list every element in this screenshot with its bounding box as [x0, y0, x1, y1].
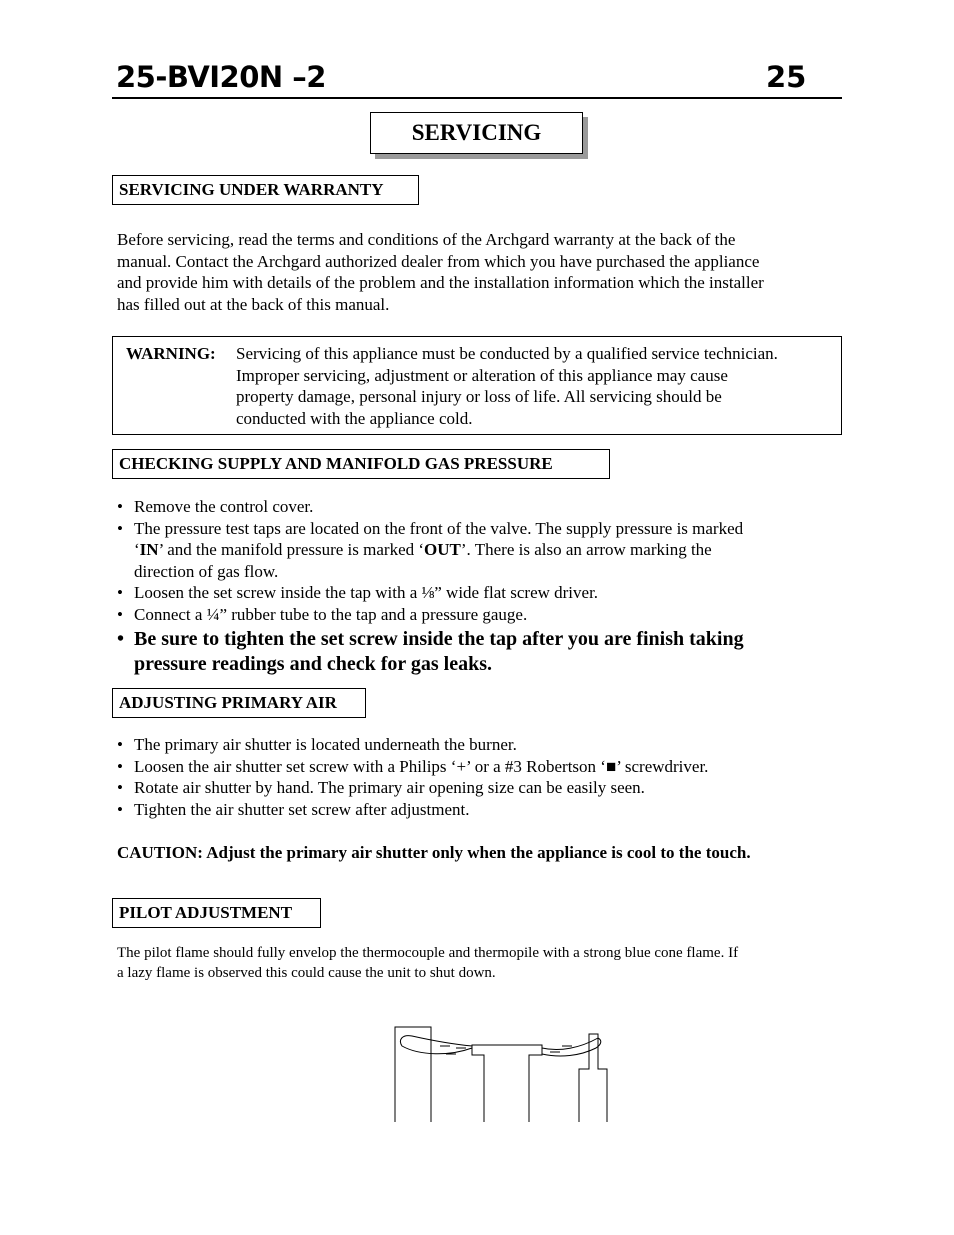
- list-item-text: direction of gas flow.: [134, 561, 279, 581]
- list-item: [117, 582, 839, 604]
- list-item-text: ‘: [134, 540, 140, 559]
- section-heading-primary-air: [112, 688, 366, 718]
- list-item: [117, 496, 839, 518]
- list-item-text: pressure readings and check for gas leaks.: [134, 653, 492, 675]
- bullet-icon: •: [117, 628, 125, 650]
- list-item-text: ’ and the manifold pressure is marked ‘: [158, 540, 425, 559]
- warning-line: Servicing of this appliance must be conducted by a qualified service technician.: [236, 344, 778, 363]
- section-heading-warranty: [112, 175, 419, 205]
- list-item-text: Connect a ¼” rubber tube to the tap and a pressure gauge.: [134, 604, 528, 624]
- pilot-flame-diagram: [390, 1022, 615, 1126]
- in-marking: IN: [139, 540, 159, 559]
- warranty-line: Before servicing, read the terms and conditions of the Archgard warranty at the back of the: [117, 230, 736, 249]
- section-heading-gas-pressure: [112, 449, 610, 479]
- bullet-icon: •: [117, 518, 123, 538]
- pilot-line: The pilot flame should fully envelop the thermocouple and thermopile with a strong blue cone flame. If: [117, 945, 739, 961]
- document-model-title: 25-BVI20N –2: [116, 60, 326, 94]
- right-flame: [542, 1038, 601, 1056]
- list-item: [117, 734, 839, 756]
- pilot-paragraph: [117, 944, 837, 983]
- list-item-text: Be sure to tighten the set screw inside the tap after you are finish taking: [134, 628, 744, 650]
- page-title-box: [370, 112, 583, 154]
- pilot-line: a lazy flame is observed this could cause the unit to shut down.: [117, 964, 496, 981]
- list-item: [117, 799, 839, 821]
- list-item: [117, 756, 839, 778]
- section-heading-pilot-text: PILOT ADJUSTMENT: [119, 903, 293, 922]
- list-item: [117, 604, 839, 626]
- warning-line: Improper servicing, adjustment or alteration of this appliance may cause: [236, 365, 728, 385]
- out-marking: OUT: [424, 540, 461, 559]
- warranty-line: manual. Contact the Archgard authorized dealer from which you have purchased the appliance: [117, 251, 760, 271]
- warning-line: property damage, personal injury or loss of life. All servicing should be: [236, 387, 722, 406]
- bullet-icon: •: [117, 778, 123, 797]
- warning-line: conducted with the appliance cold.: [236, 408, 473, 428]
- bullet-icon: •: [117, 735, 123, 754]
- warranty-line: and provide him with details of the problem and the installation information which the installer: [117, 273, 764, 292]
- bullet-icon: •: [117, 756, 123, 776]
- list-item-text: ’. There is also an arrow marking the: [460, 540, 712, 559]
- bullet-icon: •: [117, 604, 123, 624]
- thermopile-outline: [579, 1034, 607, 1122]
- gas-pressure-list: [117, 496, 839, 677]
- bullet-icon: •: [117, 497, 123, 516]
- section-heading-warranty-text: SERVICING UNDER WARRANTY: [119, 180, 384, 199]
- list-item-text: The primary air shutter is located underneath the burner.: [134, 735, 517, 754]
- list-item-text: Rotate air shutter by hand. The primary air opening size can be easily seen.: [134, 778, 645, 797]
- list-item: [117, 777, 839, 799]
- list-item-text: Tighten the air shutter set screw after adjustment.: [134, 799, 470, 819]
- bullet-icon: •: [117, 583, 123, 602]
- warning-text: [236, 343, 836, 429]
- list-item: [117, 518, 839, 583]
- header-rule: [112, 97, 842, 99]
- list-item-text: Loosen the air shutter set screw with a Philips ‘+’ or a #3 Robertson ‘■’ screwdriver.: [134, 756, 709, 776]
- list-item-text: Remove the control cover.: [134, 497, 314, 516]
- section-heading-gas-pressure-text: CHECKING SUPPLY AND MANIFOLD GAS PRESSURE: [119, 454, 553, 473]
- section-heading-primary-air-text: ADJUSTING PRIMARY AIR: [119, 693, 337, 712]
- list-item-important: [117, 627, 839, 677]
- section-heading-pilot: [112, 898, 321, 928]
- caution-text: CAUTION: Adjust the primary air shutter only when the appliance is cool to the touch.: [117, 843, 751, 862]
- page-number: 25: [766, 60, 807, 94]
- list-item-text: The pressure test taps are located on the front of the valve. The supply pressure is marked: [134, 518, 744, 538]
- warning-label: WARNING:: [126, 344, 216, 363]
- warranty-paragraph: [117, 229, 839, 315]
- warranty-line: has filled out at the back of this manual.: [117, 294, 390, 314]
- pilot-hood-outline: [472, 1045, 542, 1122]
- left-flame: [400, 1036, 472, 1054]
- bullet-icon: •: [117, 799, 123, 819]
- list-item-text: Loosen the set screw inside the tap with a ⅛” wide flat screw driver.: [134, 583, 599, 602]
- warning-box: [112, 336, 842, 435]
- primary-air-list: [117, 734, 839, 820]
- page-title: SERVICING: [411, 120, 542, 145]
